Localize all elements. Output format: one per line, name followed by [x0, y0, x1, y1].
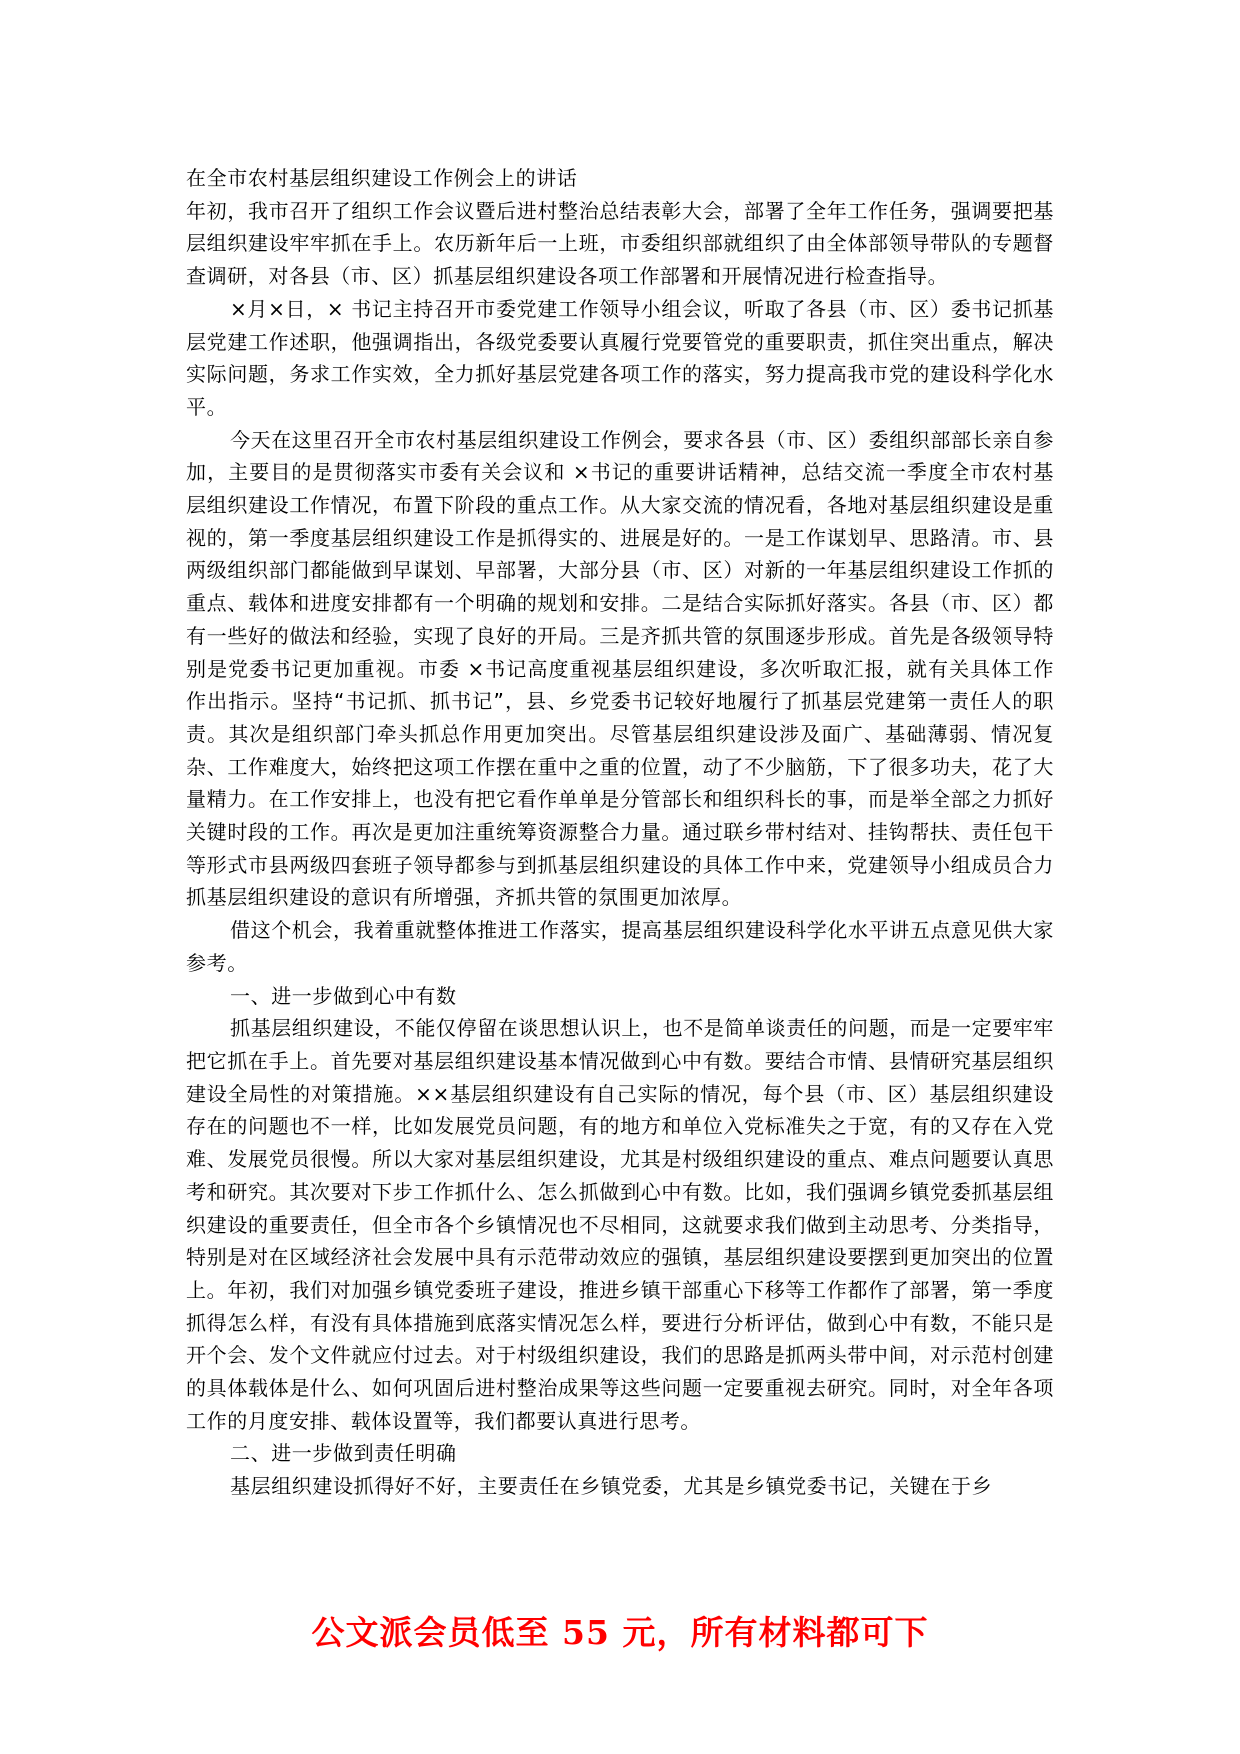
section-1-paragraph: 抓基层组织建设，不能仅停留在谈思想认识上，也不是简单谈责任的问题，而是一定要牢牢把它抓在手上。首先要对基层组织建设基本情况做到心中有数。要结合市情、县情研究基层组织建设全局性的对策措施。××基层组织建设有自己实际的情况，每个县（市、区）基层组织建设存在的问题也不一样，比如发展党员问题，有的地方和单位入党标准失之于宽，有的又存在入党难、发展党员很慢。所以大家对基层组织建设，尤其是村级组织建设的重点、难点问题要认真思考和研究。其次要对下步工作抓什么、怎么抓做到心中有数。比如，我们强调乡镇党委抓基层组织建设的重要责任，但全市各个乡镇情况也不尽相同，这就要求我们做到主动思考、分类指导，特别是对在区域经济社会发展中具有示范带动效应的强镇，基层组织建设要摆到更加突出的位置上。年初，我们对加强乡镇党委班子建设，推进乡镇干部重心下移等工作都作了部署，第一季度抓得怎么样，有没有具体措施到底落实情况怎么样，要进行分析评估，做到心中有数，不能只是开个会、发个文件就应付过去。对于村级组织建设，我们的思路是抓两头带中间，对示范村创建的具体载体是什么、如何巩固后进村整治成果等这些问题一定要重视去研究。同时，对全年各项工作的月度安排、载体设置等，我们都要认真进行思考。: [186, 1016, 1054, 1433]
document-body: [186, 162, 1054, 1503]
promo-banner: 公文派会员低至 55 元，所有材料都可下: [311, 1613, 929, 1652]
document-title: 在全市农村基层组织建设工作例会上的讲话: [186, 166, 578, 190]
section-heading-2: 二、进一步做到责任明确: [230, 1441, 457, 1466]
section-2-paragraph: 基层组织建设抓得好不好，主要责任在乡镇党委，尤其是乡镇党委书记，关键在于乡: [230, 1474, 993, 1499]
paragraph-opinions: 借这个机会，我着重就整体推进工作落实，提高基层组织建设科学化水平讲五点意见供大家参考。: [186, 918, 1054, 975]
paragraph-intro: 年初，我市召开了组织工作会议暨后进村整治总结表彰大会，部署了全年工作任务，强调要把基层组织建设牢牢抓在手上。农历新年后一上班，市委组织部就组织了由全体部领导带队的专题督查调研，对各县（市、区）抓基层组织建设各项工作部署和开展情况进行检查指导。: [186, 198, 1054, 289]
paragraph-review: 今天在这里召开全市农村基层组织建设工作例会，要求各县（市、区）委组织部部长亲自参加，主要目的是贯彻落实市委有关会议和 ×书记的重要讲话精神，总结交流一季度全市农村基层组织建设工作情况，布置下阶段的重点工作。从大家交流的情况看，各地对基层组织建设是重视的，第一季度基层组织建设工作是抓得实的、进展是好的。一是工作谋划早、思路清。市、县两级组织部门都能做到早谋划、早部署，大部分县（市、区）对新的一年基层组织建设工作抓的重点、载体和进度安排都有一个明确的规划和安排。二是结合实际抓好落实。各县（市、区）都有一些好的做法和经验，实现了良好的开局。三是齐抓共管的氛围逐步形成。首先是各级领导特别是党委书记更加重视。市委 ×书记高度重视基层组织建设，多次听取汇报，就有关具体工作作出指示。坚持“书记抓、抓书记”，县、乡党委书记较好地履行了抓基层党建第一责任人的职责。其次是组织部门牵头抓总作用更加突出。尽管基层组织建设涉及面广、基础薄弱、情况复杂、工作难度大，始终把这项工作摆在重中之重的位置，动了不少脑筋，下了很多功夫，花了大量精力。在工作安排上，也没有把它看作单单是分管部长和组织科长的事，而是举全部之力抓好关键时段的工作。再次是更加注重统筹资源整合力量。通过联乡带村结对、挂钩帮扶、责任包干等形式市县两级四套班子领导都参与到抓基层组织建设的具体工作中来，党建领导小组成员合力抓基层组织建设的意识有所增强，齐抓共管的氛围更加浓厚。: [186, 427, 1054, 910]
section-heading-1: 一、进一步做到心中有数: [230, 983, 457, 1008]
paragraph-meeting: ×月×日，× 书记主持召开市委党建工作领导小组会议，听取了各县（市、区）委书记抓基层党建工作述职，他强调指出，各级党委要认真履行党要管党的重要职责，抓住突出重点，解决实际问题，务求工作实效，全力抓好基层党建各项工作的落实，努力提高我市党的建设科学化水平。: [186, 296, 1054, 419]
